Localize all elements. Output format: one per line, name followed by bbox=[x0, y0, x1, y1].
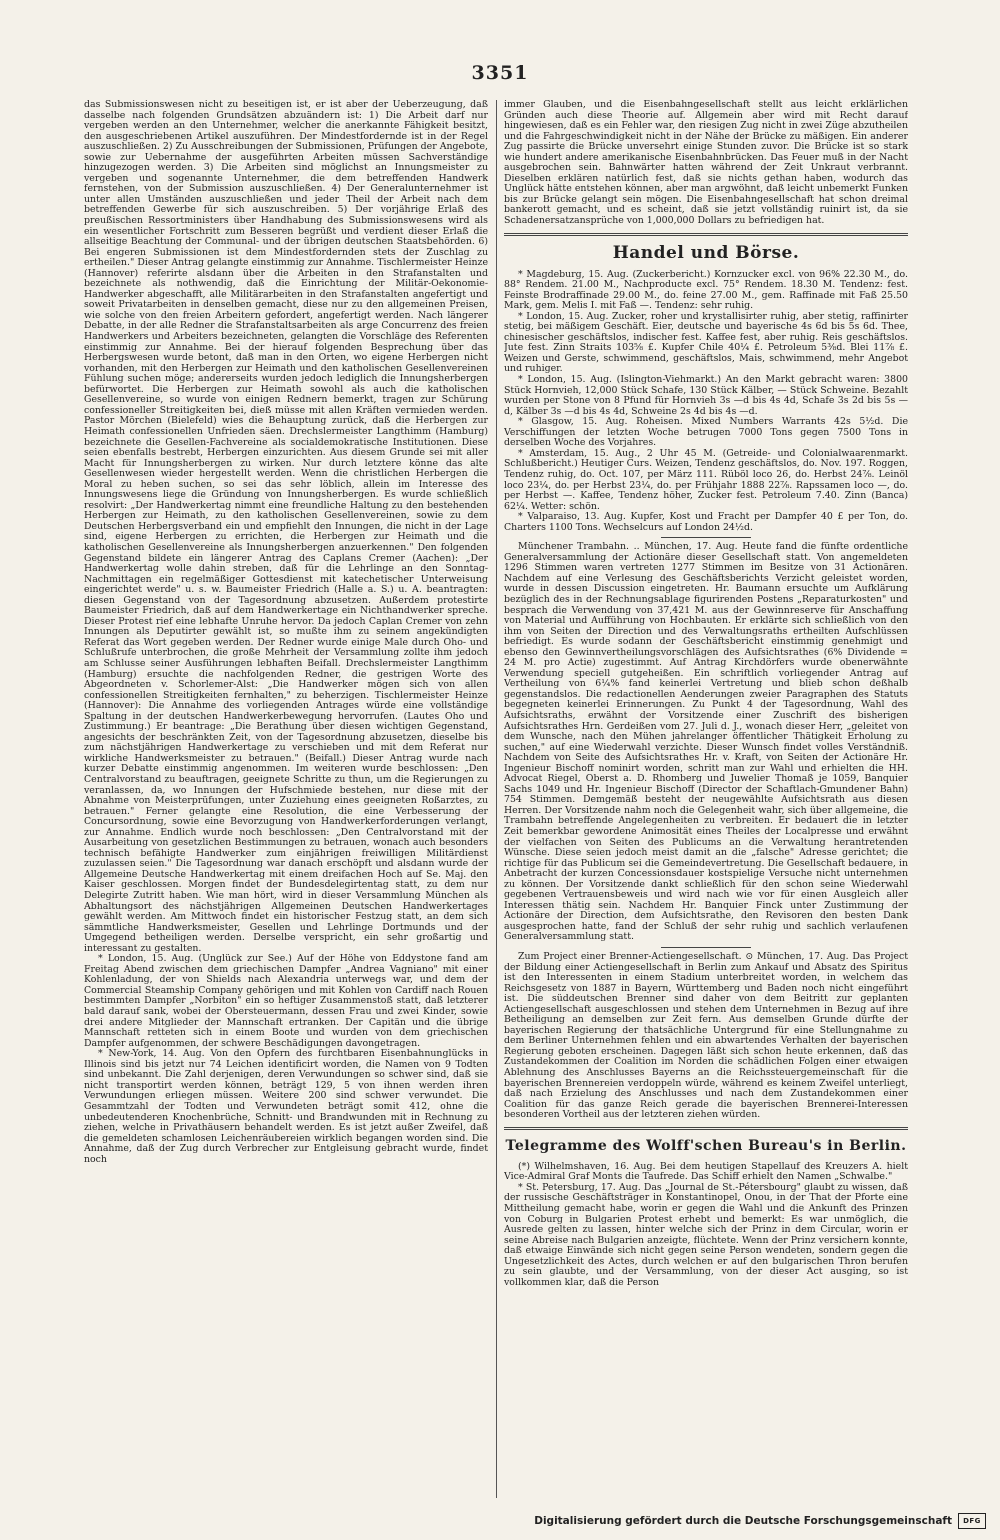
market-report: * London, 15. Aug. (Islington-Viehmarkt.) An den Markt gebracht waren: 3800 Stück Hornvieh, 12,000 Stück Schafe, 130 Stück Kälber, — Stück Schweine. Bezahlt wurden per Stone von 8 Pfund für Hornvieh 3s —d bis 4s 4d, Schafe 3s 2d bis 5s —d, Kälber 3s —d bis 4s 4d, Schweine 2s 4d bis 4s —d. bbox=[504, 374, 908, 417]
section-heading-telegramme: Telegramme des Wolff'schen Bureau's in Berlin. bbox=[505, 1137, 907, 1154]
telegram-item: * St. Petersburg, 17. Aug. Das „Journal de St.-Pétersbourg" glaubt zu wissen, daß der russische Geschäftsträger in Konstantinopel, Onou, in der That der Pforte eine Mittheilung gemacht habe, worin er gegen die Wahl und die Ankunft des Prinzen von Coburg in Bulgarien Protest erhebt und bemerkt: Es war unmöglich, die Ausrede gelten zu lassen, hinter welche sich der Prinz in dem Circular, worin er seine Abreise nach Bulgarien anzeigte, flüchtete. Wenn der Prinz versichern konnte, daß etwaige Einwände sich nicht gegen seine Person wendeten, sondern gegen die Ungesetzlichkeit des Actes, durch welchen er auf den bulgarischen Thron berufen zu sein glaubte, und der Versammlung, von der dieser Act ausging, so ist vollkommen klar, daß die Person bbox=[504, 1181, 908, 1288]
market-report: * Glasgow, 15. Aug. Roheisen. Mixed Numbers Warrants 42s 5½d. Die Verschiffungen der letzten Woche betrugen 7000 Tons gegen 7500 Tons in derselben Woche des Vorjahres. bbox=[504, 416, 908, 449]
section-divider bbox=[504, 233, 908, 236]
article-paragraph: Münchener Trambahn. .. München, 17. Aug. Heute fand die fünfte ordentliche Generalversammlung der Actionäre dieser Gesellschaft statt. Von angemeldeten 1296 Stimmen waren vertreten 1277 Stimmen im Besitze von 31 Actionären. Nachdem auf eine Verlesung des Geschäftsberichts Verzicht geleistet worden, wurde in dessen Discussion eingetreten. Hr. Baumann ersuchte um Aufklärung bezüglich des in der Rechnungsablage figurirenden Postens „Reparaturkosten" und besprach die Verwendung von 37,421 M. aus der Gewinnreserve für Anschaffung von Material und Aufführung von Hochbauten. Er erklärte sich schließlich von den ihm von Seiten der Direction und des Verwaltungsraths ertheilten Aufschlüssen befriedigt. Es wurde sodann der Geschäftsbericht einstimmig genehmigt und ebenso den Gewinnvertheilungsvorschlägen des Aufsichtsrathes (6% Dividende = 24 M. pro Actie) zugestimmt. Auf Antrag Kirchdörfers wurde obenerwähnte Verwendung speciell gutgeheißen. Ein schriftlich vorliegender Antrag auf Vertheilung von 6¼% fand keinerlei Vertretung und blieb schon deßhalb gegenstandslos. Die redactionellen Aenderungen zweier Paragraphen des Statuts begegneten keinerlei Erinnerungen. Zu Punkt 4 der Tagesordnung, Wahl des Aufsichtsraths, erwähnt der Vorsitzende einer Zuschrift des bisherigen Aufsichtsrathes Hrn. Gerdeißen vom 27. Juli d. J., wonach dieser Herr, „geleitet von dem Wunsche, nach den Mühen jahrelanger öffentlicher Thätigkeit Erholung zu suchen," auf eine Wiederwahl verzichte. Dieser Wunsch findet volles Verständniß. Nachdem von Seite des Aufsichtsrathes Hr. v. Kraft, von Seiten der Actionäre Hr. Ingenieur Bischoff nominirt worden, schritt man zur Wahl und erhielten die HH. Advocat Riegel, Oberst a. D. Rhomberg und Juwelier Thomaß je 1059, Banquier Sachs 1049 und Hr. Ingenieur Bischoff (Director der Schaftlach-Gmundener Bahn) 754 Stimmen. Demgemäß besteht der neugewählte Aufsichtsrath aus diesen Herren. Der Vorsitzende nahm noch die Gelegenheit wahr, sich über allgemeine, die Trambahn betreffende Angelegenheiten zu verbreiten. Er bedauert die in letzter Zeit bemerkbar gewordene Animosität eines Theiles der Localpresse und erwähnt der vielfachen von Seiten des Publicums an die Verwaltung herantretenden Wünsche. Diese seien jedoch meist damit an die „falsche" Adresse gerichtet; die richtige für das Publicum sei die Gemeindevertretung. Die Gesellschaft bedauere, in Anbetracht der kurzen Concessionsdauer kostspielige Versuche nicht unternehmen zu können. Der Vorsitzende dankt schließlich für den schon seine Wiederwahl gegebenen Vertrauensbeweis und wird nach wie vor für einen Ausgleich aller Interessen thätig sein. Nachdem Hr. Banquier Finck unter Zustimmung der Actionäre der Direction, dem Aufsichtsrathe, den Revisoren den besten Dank ausgesprochen hatte, fand der Schluß der sehr ruhig und sachlich verlaufenen Generalversammlung statt. bbox=[504, 541, 908, 943]
short-divider bbox=[661, 947, 751, 948]
article-paragraph: immer Glauben, und die Eisenbahngesellschaft stellt aus leicht erklärlichen Gründen auch diese Theorie auf. Allgemein aber wird mit Recht darauf hingewiesen, daß es ein Fehler war, den riesigen Zug nicht in zwei Züge abzutheilen und die Fahrgeschwindigkeit nicht in der Nähe der Brücke zu mäßigen. Ein anderer Zug passirte die Brücke unversehrt einige Stunden zuvor. Die Brücke ist so stark wie hundert andere amerikanische Eisenbahnbrücken. Das Feuer muß in der Nacht ausgebrochen sein. Bahnwärter hatten während der Zeit Unkraut verbrannt. Dieselben erklären natürlich fest, daß sie nichts gethan haben, wodurch das Unglück hätte entstehen können, aber man argwöhnt, daß leicht unbemerkt Funken bis zur Brücke gelangt sein mögen. Die Eisenbahngesellschaft hat schon dreimal bankerott gemacht, und es scheint, daß sie jetzt vollständig ruinirt ist, da sie Schadenersatzansprüche von 1,000,000 Dollars zu befriedigen hat. bbox=[504, 100, 908, 227]
article-paragraph: Zum Project einer Brenner-Actiengesellschaft. ⊙ München, 17. Aug. Das Project der Bildung einer Actiengesellschaft in Berlin zum Ankauf und Absatz des Spiritus ist den Interessenten in einem Stadium unterbreitet worden, in welchem das Reichsgesetz von 1887 in Bayern, Württemberg und Baden noch nicht eingeführt ist. Die süddeutschen Brenner sind daher von dem Beitritt zur geplanten Actiengesellschaft ausgeschlossen und stehen dem Unternehmen in Bezug auf ihre Betheiligung an demselben zur Zeit fern. Aus demselben Grunde dürfte der bayerischen Regierung der thatsächliche Untergrund für eine Stellungnahme zu dem Berliner Unternehmen fehlen und ein abwartendes Verhalten der bayerischen Regierung geboten erscheinen. Dagegen läßt sich schon heute erkennen, daß das Zustandekommen der Coalition im Norden die schädlichen Folgen einer etwaigen Ablehnung des Anschlusses Bayerns an die Reichssteuergemeinschaft für die bayerischen Brennereien verdoppeln würde, während es keinem Zweifel unterliegt, daß nach Erzielung des Anschlusses und nach dem Zustandekommen einer Coalition für das ganze Reich gerade die bayerischen Brennerei-Interessen besonderen Vortheil aus der letzteren ziehen würden. bbox=[504, 951, 908, 1121]
article-paragraph: * London, 15. Aug. (Unglück zur See.) Auf der Höhe von Eddystone fand am Freitag Abend zwischen dem griechischen Dampfer „Andrea Vagniano" mit einer Kohlenladung, der von Shields nach Alexandria unterwegs war, und dem der Commercial Steamship Company gehörigen und mit Kohlen von Cardiff nach Rouen bestimmten Dampfer „Norbiton" ein so heftiger Zusammenstoß statt, daß letzterer bald darauf sank, wobei der Obersteuermann, dessen Frau und zwei Kinder, sowie drei andere Mitglieder der Mannschaft ertranken. Der Capitän und die übrige Mannschaft retteten sich in einem Boote und wurden von dem griechischen Dampfer aufgenommen, der schwere Beschädigungen davongetragen. bbox=[84, 953, 488, 1049]
page-number: 3351 bbox=[471, 62, 529, 84]
market-report: * Magdeburg, 15. Aug. (Zuckerbericht.) Kornzucker excl. von 96% 22.30 M., do. 88° Rendem. 21.00 M., Nachproducte excl. 75° Rendem. 18.30 M. Tendenz: fest. Feinste Brodraffinade 29.00 M., do. feine 27.00 M., gem. Raffinade mit Faß 25.50 Mark, gem. Melis I. mit Faß —. Tendenz: sehr ruhig. bbox=[504, 268, 908, 312]
left-column bbox=[84, 100, 488, 1498]
market-report: * Amsterdam, 15. Aug., 2 Uhr 45 M. (Getreide- und Colonialwaarenmarkt. Schlußbericht.) Heutiger Curs. Weizen, Tendenz geschäftslos, do. Nov. 197. Roggen, Tendenz ruhig, do. Oct. 107, per März 111. Rüböl loco 26, do. Herbst 24⅞. Leinöl loco 23¼, do. per Herbst 23¼, do. per Frühjahr 1888 22⅞. Rapssamen loco —, do. per Herbst —. Kaffee, Tendenz höher, Zucker fest. Petroleum 7.40. Zinn (Banca) 62¼. Wetter: schön. bbox=[504, 447, 908, 512]
section-heading-handel: Handel und Börse. bbox=[612, 242, 800, 263]
article-paragraph: das Submissionswesen nicht zu beseitigen ist, er ist aber der Ueberzeugung, daß dasselbe nach folgenden Grundsätzen abzuändern ist: 1) Die Arbeit darf nur vergeben werden an den Unternehmer, welcher die anerkannte Fähigkeit besitzt, den ausgeschriebenen Artikel auszuführen. Der Mindestfordernde ist in der Regel auszuschließen. 2) Zu Ausschreibungen der Submissionen, Prüfungen der Angebote, sowie zur Uebernahme der ausgeführten Arbeiten müssen Sachverständige hinzugezogen werden. 3) Die Arbeiten sind möglichst an Innungsmeister zu vergeben und sogenannte Unternehmer, die dem betreffenden Handwerk fernstehen, von der Submission auszuschließen. 4) Der Generalunternehmer ist unter allen Umständen auszuschließen und jeder Theil der Arbeit nach dem betreffenden Gewerbe für sich auszuschreiben. 5) Der vorjährige Erlaß des preußischen Ressortministers über Handhabung des Submissionswesens wird als ein wesentlicher Fortschritt zum Besseren begrüßt und verdient dieser Erlaß die allseitige Beachtung der Communal- und der übrigen deutschen Staatsbehörden. 6) Bei engeren Submissionen ist dem Mindestfordernden stets der Zuschlag zu ertheilen." Dieser Antrag gelangte einstimmig zur Annahme. Tischlermeister Heinze (Hannover) referirte alsdann über die Arbeiten in den Strafanstalten und bezeichnete als nothwendig, daß die Einrichtung der Militär-Oekonomie-Handwerker abgeschafft, alle Militärarbeiten in den Strafanstalten angefertigt und soweit Privatarbeiten in denselben gemacht, diese nur zu den allgemeinen Preisen, wie solche von den freien Arbeitern gefordert, angefertigt werden. Nach längerer Debatte, in der alle Redner die Strafanstaltsarbeiten als arge Concurrenz des freien Handwerkers und Arbeiters bezeichneten, gelangten die Vorschläge des Referenten einstimmig zur Annahme. Bei der hierauf folgenden Besprechung über das Herbergswesen wurde betont, daß man in den Orten, wo eigene Herbergen nicht vorhanden, mit den Herbergen zur Heimath und den katholischen Gesellenvereinen Fühlung suchen möge; andererseits wurden jedoch lediglich die Innungsherbergen befürwortet. Die Herbergen zur Heimath sowohl als auch die katholischen Gesellenvereine, so wurde von einigen Rednern bemerkt, tragen zur Schürung confessioneller Streitigkeiten bei, dieß müsse mit allen Kräften vermieden werden. Pastor Mörchen (Bielefeld) wies die Behauptung zurück, daß die Herbergen zur Heimath confessionellen Unfrieden säen. Drechslermeister Langthimm (Hamburg) bezeichnete die Gesellen-Fachvereine als socialdemokratische Institutionen. Diese seien ebenfalls bestrebt, Herbergen einzurichten. Aus diesem Grunde sei mit aller Macht für Innungsherbergen zu wirken. Nur durch letztere könne das alte Gesellenwesen wieder hergestellt werden. Wenn die christlichen Herbergen die Moral zu heben suchen, so sei das sehr löblich, allein im Interesse des Innungswesens liege die Gründung von Innungsherbergen. Es wurde schließlich resolvirt: „Der Handwerkertag nimmt eine freundliche Haltung zu den bestehenden Herbergen zur Heimath, zu den katholischen Gesellenvereinen, sowie zu dem Deutschen Herbergsverband ein und empfiehlt den Innungen, die nicht in der Lage sind, eigene Herbergen zu errichten, die Herbergen zur Heimath und die katholischen Gesellenvereine als Innungsherbergen anzuerkennen." Den folgenden Gegenstand bildete ein längerer Antrag des Caplans Cremer (Aachen): „Der Handwerkertag wolle dahin streben, daß für die Lehrlinge an den Sonntag-Nachmittagen ein regelmäßiger Gottesdienst mit katechetischer Unterweisung eingerichtet werde" u. s. w. Baumeister Friedrich (Halle a. S.) u. A. beantragten: diesen Gegenstand von der Tagesordnung abzusetzen. Außerdem protestirte Baumeister Friedrich, daß auf dem Handwerkertage ein Nichthandwerker spreche. Dieser Protest rief eine lebhafte Unruhe hervor. Da jedoch Caplan Cremer von zehn Innungen als Deputirter gewählt ist, so mußte ihm zu seinem angekündigten Referat das Wort gegeben werden. Der Redner wurde einige Male durch Oho- und Schlußrufe unterbrochen, die große Mehrheit der Versammlung zollte ihm jedoch am Schlusse seiner Ausführungen lebhaften Beifall. Drechslermeister Langthimm (Hamburg) ersuchte die nachfolgenden Redner, die gestrigen Worte des Abgeordneten v. Schorlemer-Alst: „Die Handwerker mögen sich von allen confessionellen Streitigkeiten fernhalten," zu beherzigen. Tischlermeister Heinze (Hannover): Die Annahme des vorliegenden Antrages würde eine vollständige Spaltung in der deutschen Handwerkerbewegung hervorrufen. (Lautes Oho und Zustimmung.) Er beantrage: „Die Berathung über diesen wichtigen Gegenstand, angesichts der beschränkten Zeit, von der Tagesordnung abzusetzen, dieselbe bis zum nächstjährigen Handwerkertage zu verschieben und mit dem Referat nur wirkliche Handwerksmeister zu betrauen." (Beifall.) Dieser Antrag wurde nach kurzer Debatte einstimmig angenommen. Im weiteren wurde beschlossen: „Den Centralvorstand zu beauftragen, geeignete Schritte zu thun, um die Regierungen zu veranlassen, da, wo Innungen der Hufschmiede bestehen, nur diese mit der Abnahme von Meisterprüfungen, unter Zuziehung eines geeigneten Roßarztes, zu betrauen." Ferner gelangte eine Resolution, die eine Verbesserung der Concursordnung, sowie eine Bevorzugung von Handwerkerforderungen verlangt, zur Annahme. Endlich wurde noch beschlossen: „Den Centralvorstand mit der Ausarbeitung von gesetzlichen Bestimmungen zu betrauen, wonach auch besonders technisch befähigte Handwerker zum einjährigen freiwilligen Militärdienst zuzulassen seien." Die Tagesordnung war danach erschöpft und alsdann wurde der Allgemeine Deutsche Handwerkertag mit einem dreifachen Hoch auf Se. Maj. den Kaiser geschlossen. Morgen findet der Bundesdelegirtentag statt, zu dem nur Delegirte Zutritt haben. Wie man hört, wird in dieser Versammlung München als Abhaltungsort des nächstjährigen Allgemeinen Deutschen Handwerkertages gewählt werden. Am Mittwoch findet ein historischer Festzug statt, an dem sich sämmtliche Handwerksmeister, Gesellen und Lehrlinge Dortmunds und der Umgegend betheiligen werden. Derselbe verspricht, ein sehr großartig und interessant zu gestalten. bbox=[84, 100, 488, 954]
right-column bbox=[504, 100, 908, 1498]
digitization-footer bbox=[534, 1508, 986, 1534]
column-divider bbox=[496, 100, 497, 1498]
section-divider bbox=[504, 1127, 908, 1130]
dfg-logo-icon: DFG bbox=[958, 1513, 986, 1529]
market-report: * Valparaiso, 13. Aug. Kupfer, Kost und Fracht per Dampfer 40 £ per Ton, do. Charters 1100 Tons. Wechselcurs auf London 24½d. bbox=[504, 511, 908, 533]
telegram-item: (*) Wilhelmshaven, 16. Aug. Bei dem heutigen Stapellauf des Kreuzers A. hielt Vice-Admiral Graf Monts die Taufrede. Das Schiff erhielt den Namen „Schwalbe." bbox=[504, 1160, 908, 1183]
short-divider bbox=[661, 537, 751, 538]
footer-text: Digitalisierung gefördert durch die Deutsche Forschungsgemeinschaft bbox=[534, 1515, 952, 1527]
market-report: * London, 15. Aug. Zucker, roher und krystallisirter ruhig, aber stetig, raffinirter stetig, bei mäßigem Geschäft. Eier, deutsche und bayerische 4s 6d bis 5s 6d. Thee, chinesischer geschäftslos, indischer fest. Kaffee fest, aber ruhig. Reis geschäftslos. Jute fest. Zinn Straits 103⅝ £. Kupfer Chile 40¼ £. Petroleum 5⅜d. Blei 11⅞ £. Weizen und Gerste, schwimmend, geschäftslos, Mais, schwimmend, mehr Angebot und ruhiger. bbox=[504, 310, 908, 375]
article-paragraph: * New-York, 14. Aug. Von den Opfern des furchtbaren Eisenbahnunglücks in Illinois sind bis jetzt nur 74 Leichen identificirt worden, die Namen von 9 Todten sind unbekannt. Die Zahl derjenigen, deren Verwundungen so schwer sind, daß sie nicht transportirt werden können, beträgt 129, 5 von ihnen werden ihren Verwundungen erliegen müssen. Weitere 200 sind schwer verwundet. Die Gesammtzahl der Todten und Verwundeten beträgt somit 412, ohne die unbedeutenderen Knochenbrüche, Schnitt- und Brandwunden mit in Rechnung zu ziehen, welche in Privathäusern behandelt werden. Es ist jetzt außer Zweifel, daß die gemeldeten schamlosen Leichenräubereien wirklich begangen worden sind. Die Annahme, daß der Zug durch Verbrecher zur Entgleisung gebracht wurde, findet noch bbox=[84, 1048, 488, 1165]
